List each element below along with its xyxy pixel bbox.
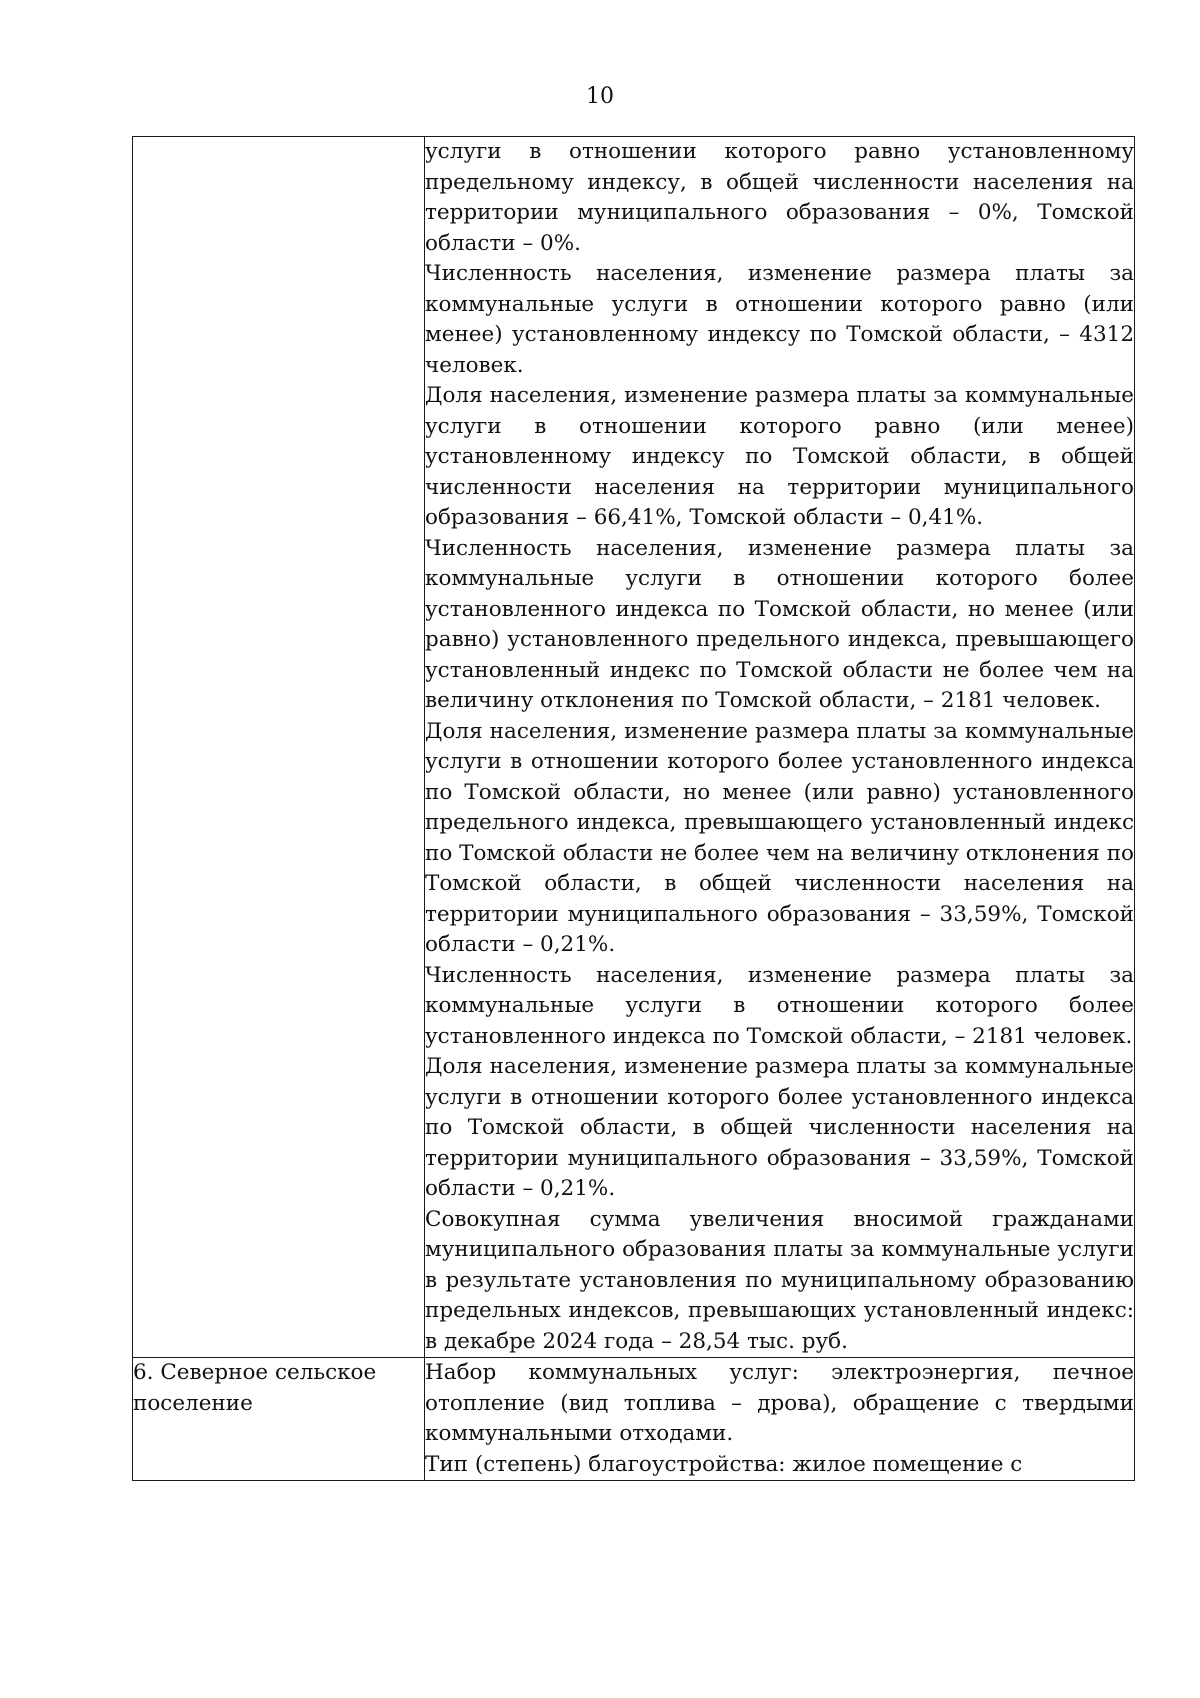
paragraph: Численность населения, изменение размера платы за коммунальные услуги в отношении которого равно (или менее) установленному индексу по Томской области, – 4312 человек. xyxy=(425,261,1134,378)
paragraph: Численность населения, изменение размера платы за коммунальные услуги в отношении которого более установленного индекса по Томской области, но менее (или равно) установленного предельного индекса, превышающего установленный индекс по Томской области не более чем на величину отклонения по Томской области, – 2181 человек. xyxy=(425,535,1134,713)
paragraph: Совокупная сумма увеличения вносимой гражданами муниципального образования платы за коммунальные услуги в результате установления по муниципальному образованию предельных индексов, превышающих установленный индекс: в декабре 2024 года – 28,54 тыс. руб. xyxy=(425,1206,1134,1354)
table-row xyxy=(133,137,1135,1358)
paragraph: Доля населения, изменение размера платы за коммунальные услуги в отношении которого более установленного индекса по Томской области, но менее (или равно) установленного предельного индекса, превышающего установленный индекс по Томской области не более чем на величину отклонения по Томской области, в общей численности населения на территории муниципального образования – 33,59%, Томской области – 0,21%. xyxy=(425,718,1134,957)
table-row xyxy=(133,1358,1135,1481)
paragraph: Доля населения, изменение размера платы за коммунальные услуги в отношении которого более установленного индекса по Томской области, в общей численности населения на территории муниципального образования – 33,59%, Томской области – 0,21%. xyxy=(425,1054,1134,1201)
municipality-cell xyxy=(133,137,425,1358)
paragraph: Набор коммунальных услуг: электроэнергия, печное отопление (вид топлива – дрова), обращение с твердыми коммунальными отходами. xyxy=(425,1360,1134,1446)
municipality-cell: 6. Северное сельское поселение xyxy=(133,1358,425,1481)
paragraph: Доля населения, изменение размера платы за коммунальные услуги в отношении которого равно (или менее) установленному индексу по Томской области, в общей численности населения на территории муниципального образования – 66,41%, Томской области – 0,41%. xyxy=(425,383,1134,530)
paragraph: услуги в отношении которого равно установленному предельному индексу, в общей численности населения на территории муниципального образования – 0%, Томской области – 0%. xyxy=(425,139,1134,256)
paragraph: Численность населения, изменение размера платы за коммунальные услуги в отношении которого более установленного индекса по Томской области, – 2181 человек. xyxy=(425,962,1134,1049)
paragraph: Тип (степень) благоустройства: жилое помещение с xyxy=(425,1451,1023,1477)
description-cell xyxy=(425,137,1135,1358)
page-number: 10 xyxy=(586,84,614,109)
description-cell xyxy=(425,1358,1135,1481)
document-table xyxy=(132,136,1135,1481)
